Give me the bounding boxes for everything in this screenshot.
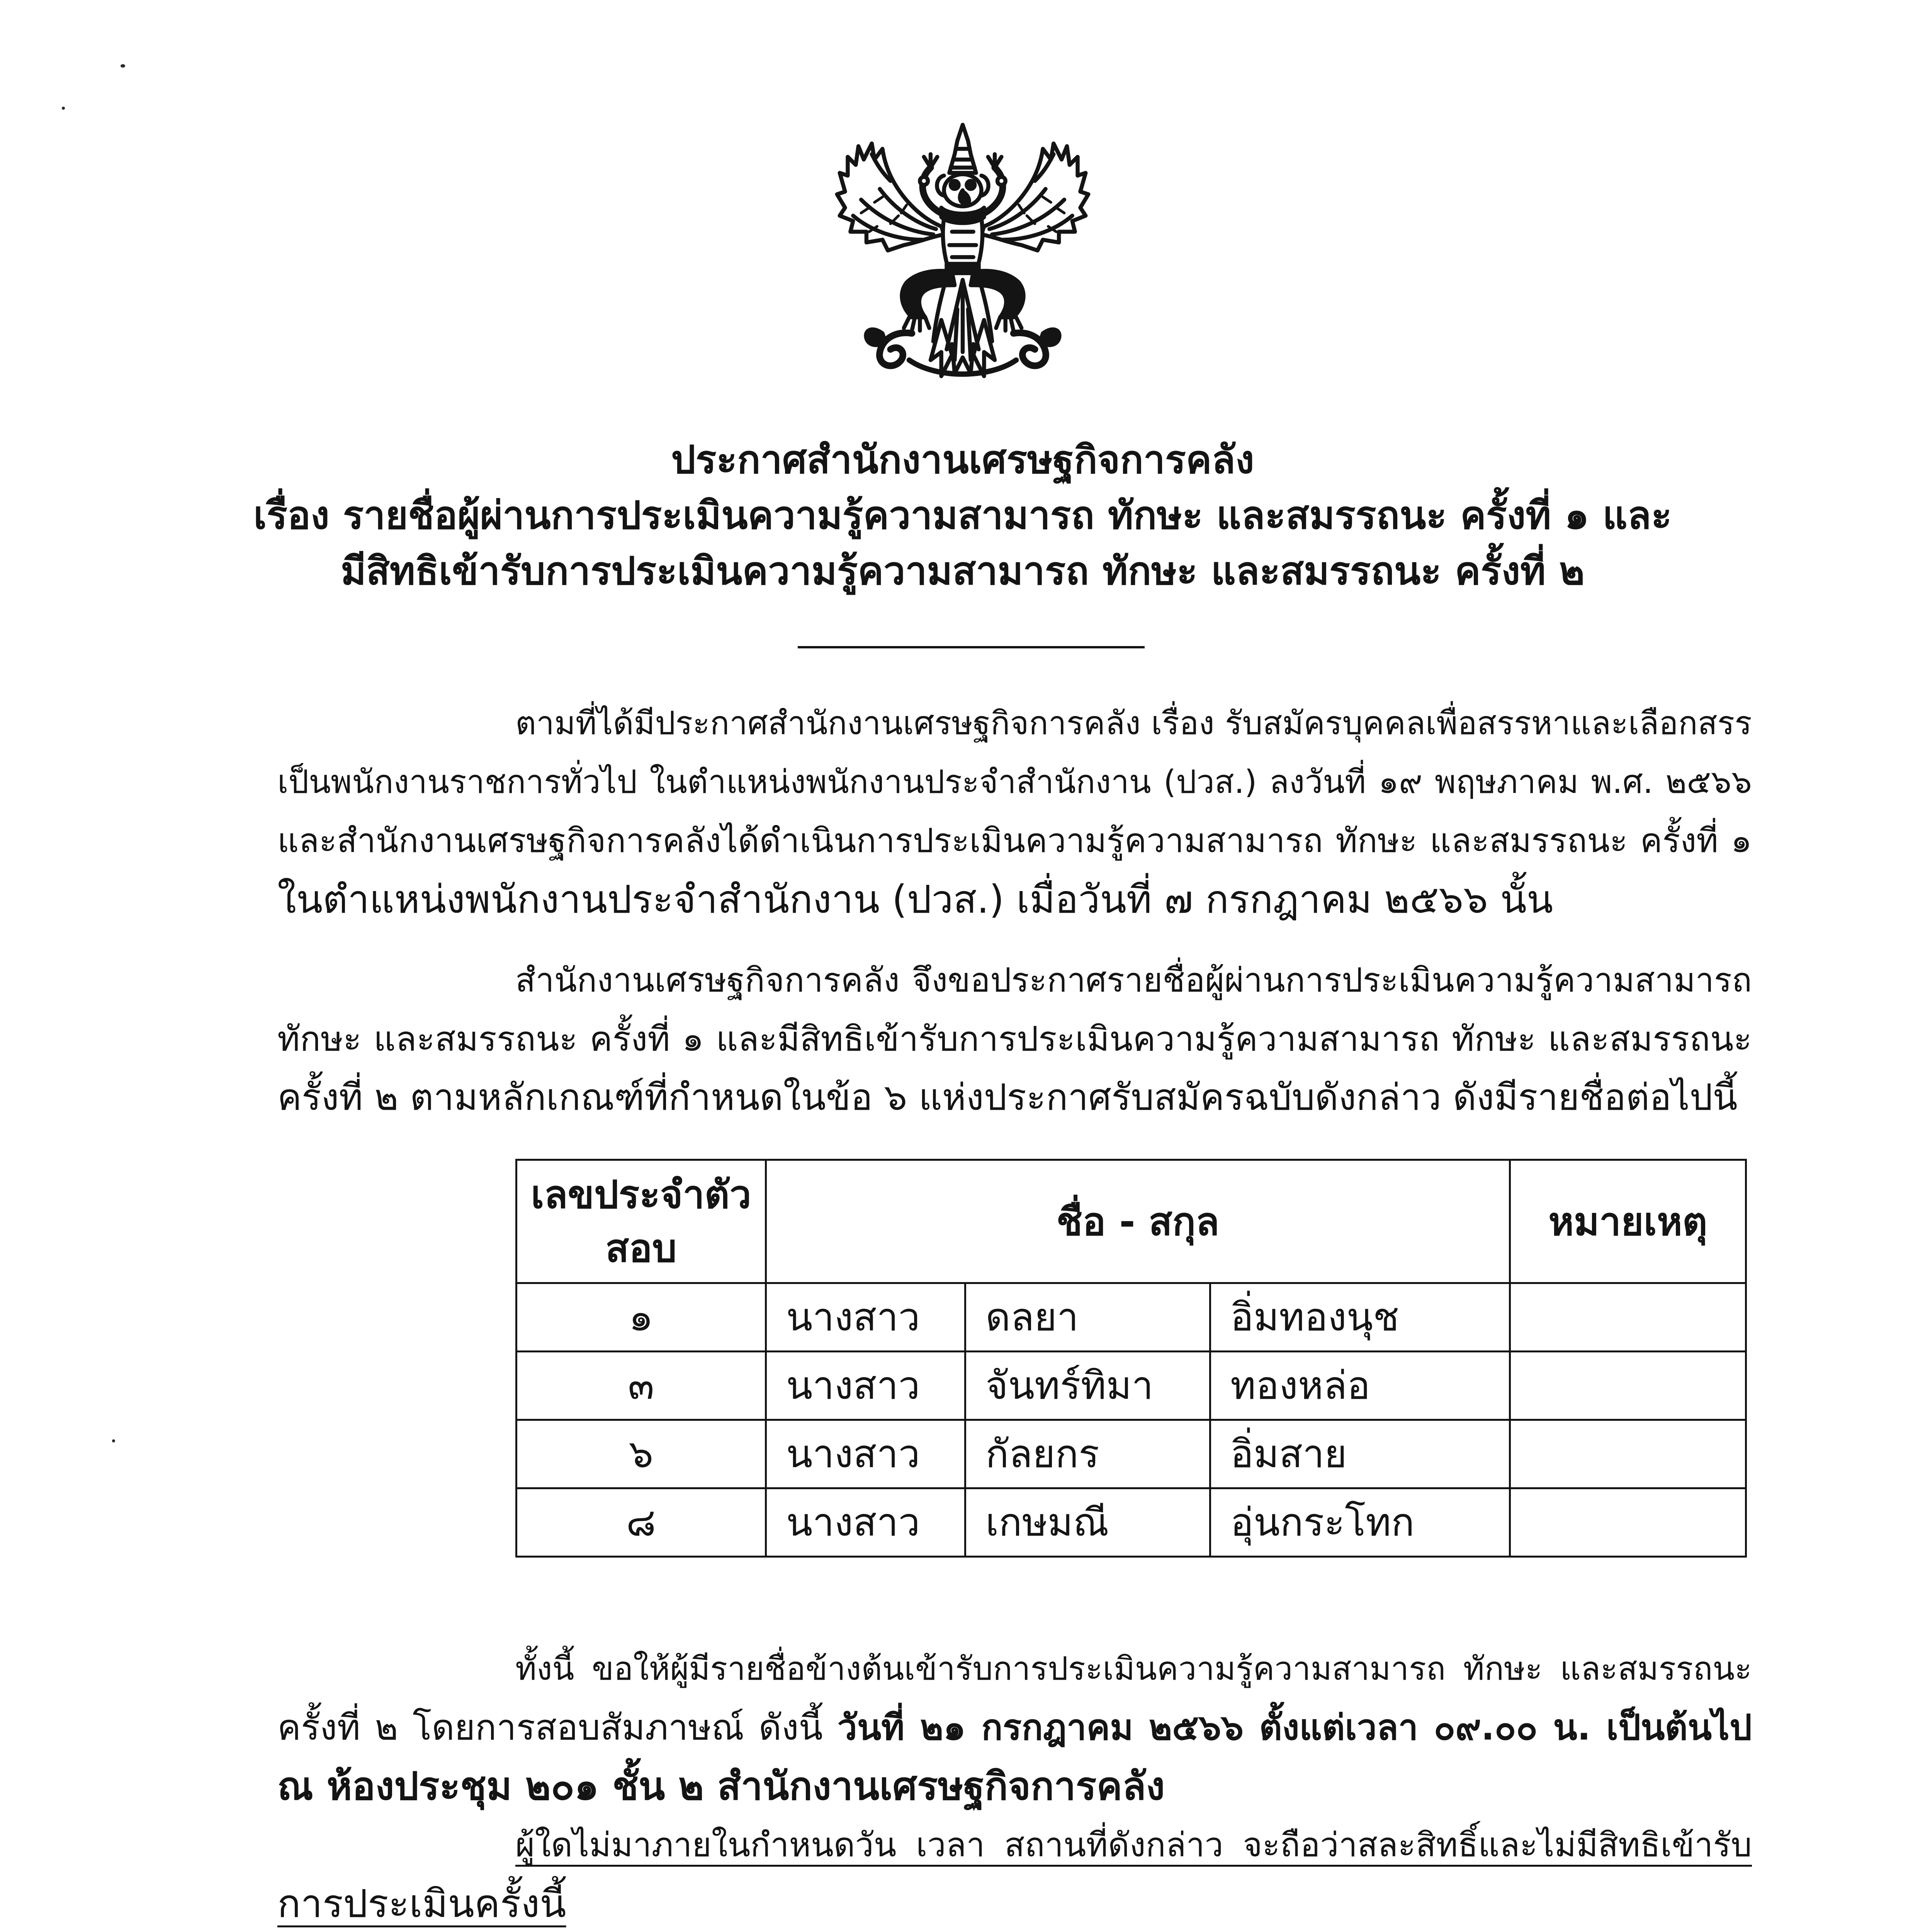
- name-title-cell: นางสาว: [766, 1488, 965, 1557]
- table-row: [516, 1488, 1746, 1557]
- table-header-row: [516, 1160, 1746, 1283]
- name-title-cell: นางสาว: [766, 1352, 965, 1420]
- table-row: [516, 1352, 1746, 1420]
- header-divider: [798, 646, 1145, 648]
- first-name-cell: เกษมณี: [965, 1488, 1210, 1557]
- scan-speck: [112, 1439, 115, 1442]
- paragraph-background: [277, 694, 1752, 929]
- subject-line-1: เรื่อง รายชื่อผู้ผ่านการประเมินความรู้ความสามารถ ทักษะ และสมรรถนะ ครั้งที่ ๑ และ: [253, 493, 1672, 538]
- paragraph-interview-schedule: [277, 1639, 1752, 1932]
- interview-location: ณ ห้องประชุม ๒๐๑ ชั้น ๒ สำนักงานเศรษฐกิจการคลัง: [277, 1764, 1165, 1809]
- remark-cell: [1510, 1488, 1746, 1557]
- exam-id-cell: ๓: [516, 1352, 766, 1420]
- paragraph-line: [277, 1698, 1752, 1757]
- remark-cell: [1510, 1352, 1746, 1420]
- remark-cell: [1510, 1420, 1746, 1488]
- paragraph-line: ทั้งนี้ ขอให้ผู้มีรายชื่อข้างต้นเข้ารับการประเมินความรู้ความสามารถ ทักษะ และสมรรถนะ: [515, 1650, 1752, 1687]
- absence-notice-line: ผู้ใดไม่มาภายในกำหนดวัน เวลา สถานที่ดังกล่าว จะถือว่าสละสิทธิ์และไม่มีสิทธิเข้ารับ: [515, 1826, 1752, 1864]
- emblem-right-wing: [971, 143, 1088, 376]
- scan-speck: [121, 64, 125, 68]
- announcement-title: ประกาศสำนักงานเศรษฐกิจการคลัง: [671, 437, 1254, 482]
- results-table: [515, 1159, 1747, 1558]
- announcement-header: [181, 432, 1745, 599]
- last-name-cell: อิ่มสาย: [1210, 1420, 1510, 1488]
- scan-speck: [62, 107, 65, 110]
- remark-cell: [1510, 1283, 1746, 1352]
- exam-id-cell: ๘: [516, 1488, 766, 1557]
- emblem-face: [944, 174, 982, 206]
- last-name-cell: ทองหล่อ: [1210, 1352, 1510, 1420]
- exam-id-cell: ๑: [516, 1283, 766, 1352]
- exam-id-cell: ๖: [516, 1420, 766, 1488]
- schedule-intro-text: ครั้งที่ ๒ โดยการสอบสัมภาษณ์ ดังนี้: [277, 1707, 838, 1748]
- paragraph-line: และสำนักงานเศรษฐกิจการคลังได้ดำเนินการประเมินความรู้ความสามารถ ทักษะ และสมรรถนะ ครั้งที่ ๑: [277, 821, 1752, 860]
- full-name-header: ชื่อ - สกุล: [766, 1160, 1510, 1283]
- table-row: [516, 1283, 1746, 1352]
- garuda-emblem: [829, 121, 1096, 390]
- subject-line-2: มีสิทธิเข้ารับการประเมินความรู้ความสามารถ ทักษะ และสมรรถนะ ครั้งที่ ๒: [340, 548, 1585, 594]
- emblem-tail: [946, 280, 979, 373]
- first-name-cell: จันทร์ทิมา: [965, 1352, 1210, 1420]
- absence-notice-text: การประเมินครั้งนี้: [277, 1881, 566, 1926]
- emblem-crown: [949, 125, 976, 173]
- name-title-cell: นางสาว: [766, 1283, 965, 1352]
- first-name-cell: ดลยา: [965, 1283, 1210, 1352]
- interview-date-time: วันที่ ๒๑ กรกฎาคม ๒๕๖๖ ตั้งแต่เวลา ๐๙.๐๐ น. เป็นต้นไป: [837, 1707, 1752, 1748]
- last-name-cell: อุ่นกระโทก: [1210, 1488, 1510, 1557]
- emblem-naga-base: [909, 360, 1016, 374]
- paragraph-line: ในตำแหน่งพนักงานประจำสำนักงาน (ปวส.) เมื่อวันที่ ๗ กรกฎาคม ๒๕๖๖ นั้น: [277, 877, 1553, 922]
- exam-id-header-line: สอบ: [605, 1226, 677, 1271]
- paragraph-line: เป็นพนักงานราชการทั่วไป ในตำแหน่งพนักงานประจำสำนักงาน (ปวส.) ลงวันที่ ๑๙ พฤษภาคม พ.ศ. ๒๕๖๖: [277, 763, 1752, 801]
- name-title-cell: นางสาว: [766, 1420, 965, 1488]
- exam-id-header-line: เลขประจำตัว: [531, 1172, 751, 1217]
- paragraph-announcement: [277, 951, 1752, 1127]
- paragraph-line: ทักษะ และสมรรถนะ ครั้งที่ ๑ และมีสิทธิเข้ารับการประเมินความรู้ความสามารถ ทักษะ และสมรรถนะ: [277, 1019, 1752, 1059]
- first-name-cell: กัลยกร: [965, 1420, 1210, 1488]
- paragraph-line: ตามที่ได้มีประกาศสำนักงานเศรษฐกิจการคลัง เรื่อง รับสมัครบุคคลเพื่อสรรหาและเลือกสรร: [515, 704, 1752, 742]
- paragraph-line: สำนักงานเศรษฐกิจการคลัง จึงขอประกาศรายชื่อผู้ผ่านการประเมินความรู้ความสามารถ: [515, 961, 1752, 1000]
- absence-notice-line: [277, 1874, 1752, 1932]
- paragraph-line: ครั้งที่ ๒ ตามหลักเกณฑ์ที่กำหนดในข้อ ๖ แห่งประกาศรับสมัครฉบับดังกล่าว ดังมีรายชื่อต่อไปนี้: [277, 1077, 1738, 1119]
- table-row: [516, 1420, 1746, 1488]
- last-name-cell: อิ่มทองนุช: [1210, 1283, 1510, 1352]
- emblem-torso: [941, 207, 984, 273]
- exam-id-header: [516, 1160, 766, 1283]
- emblem-left-wing: [837, 143, 955, 376]
- remark-header: หมายเหตุ: [1510, 1160, 1746, 1283]
